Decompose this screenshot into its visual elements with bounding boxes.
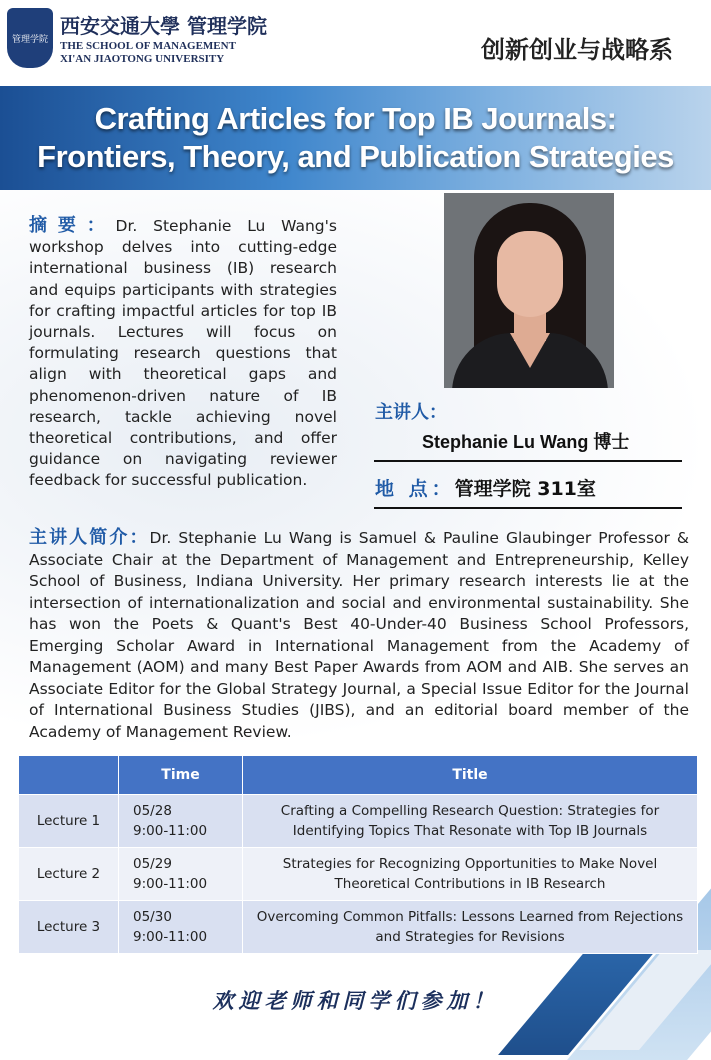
time-cell <box>119 848 243 901</box>
title-banner <box>0 86 711 190</box>
time-text: 9:00-11:00 <box>133 929 208 945</box>
table-row <box>19 848 698 901</box>
abstract-text: Dr. Stephanie Lu Wang's workshop delves into cutting-edge international business (IB) research and equips participants with strategies for crafting impactful articles for top IB journals. Lectures will focus on formulating research questions that align with theoretical gaps and phenomenon-driven nature of IB research, tackle achieving novel theoretical contributions, and offer guidance on navigating reviewer feedback for successful publication. <box>29 217 337 490</box>
time-cell <box>119 901 243 954</box>
school-name-en-line2: XI'AN JIAOTONG UNIVERSITY <box>60 53 225 65</box>
school-name-en-line1: THE SCHOOL OF MANAGEMENT <box>60 40 236 52</box>
abstract-section <box>29 215 337 492</box>
title-cell: Overcoming Common Pitfalls: Lessons Learned from Rejections and Strategies for Revisions <box>243 901 698 954</box>
time-text: 9:00-11:00 <box>133 876 208 892</box>
title-cell: Crafting a Compelling Research Question: Strategies for Identifying Topics That Resonate with Top IB Journals <box>243 795 698 848</box>
event-title: Crafting Articles for Top IB Journals: Frontiers, Theory, and Publication Strategies <box>37 101 674 174</box>
column-header <box>19 756 119 795</box>
schedule-table <box>18 755 698 954</box>
lecture-cell: Lecture 2 <box>19 848 119 901</box>
time-text: 9:00-11:00 <box>133 823 208 839</box>
table-header-row <box>19 756 698 795</box>
welcome-message: 欢迎老师和同学们参加！ <box>212 988 499 1013</box>
table-row <box>19 901 698 954</box>
date-text: 05/29 <box>133 856 172 872</box>
lecture-cell: Lecture 1 <box>19 795 119 848</box>
venue-value: 管理学院 311室 <box>454 478 596 500</box>
time-cell <box>119 795 243 848</box>
lecture-cell: Lecture 3 <box>19 901 119 954</box>
speaker-photo <box>444 193 614 388</box>
column-header: Time <box>119 756 243 795</box>
divider <box>374 460 682 462</box>
divider <box>374 507 682 509</box>
department-name: 创新创业与战略系 <box>481 36 673 64</box>
venue-line <box>375 474 596 501</box>
title-cell: Strategies for Recognizing Opportunities to Make Novel Theoretical Contributions in IB Research <box>243 848 698 901</box>
logo-text: 管理学院 <box>11 34 48 45</box>
date-text: 05/28 <box>133 803 172 819</box>
school-name-cn: 西安交通大學 管理学院 <box>60 14 267 38</box>
venue-label: 地 点： <box>375 478 455 500</box>
bio-text: Dr. Stephanie Lu Wang is Samuel & Pauline Glaubinger Professor & Associate Chair at the Department of Management and Entrepreneurship, Kelley School of Business, Indiana University. Her primary research interests lie at the intersection of internationalization and social and environmental sustainability. She has won the Poets & Quant's Best 40-Under-40 Business School Professors, Emerging Scholar Award in International Management from the Academy of Management (AOM) and many Best Paper Awards from AOM and AIB. She serves an Associate Editor for the Global Strategy Journal, a Special Issue Editor for the Journal of International Business Studies (JIBS), and an editorial board member of the Academy of Management Review. <box>29 529 690 741</box>
abstract-label: 摘要： <box>29 215 116 236</box>
speaker-bio <box>29 527 689 743</box>
school-logo <box>7 8 53 68</box>
table-row <box>19 795 698 848</box>
bio-label: 主讲人简介： <box>29 527 150 548</box>
date-text: 05/30 <box>133 909 172 925</box>
speaker-name: Stephanie Lu Wang 博士 <box>422 432 630 452</box>
page-header <box>0 0 711 86</box>
speaker-label: 主讲人： <box>375 402 447 423</box>
column-header: Title <box>243 756 698 795</box>
